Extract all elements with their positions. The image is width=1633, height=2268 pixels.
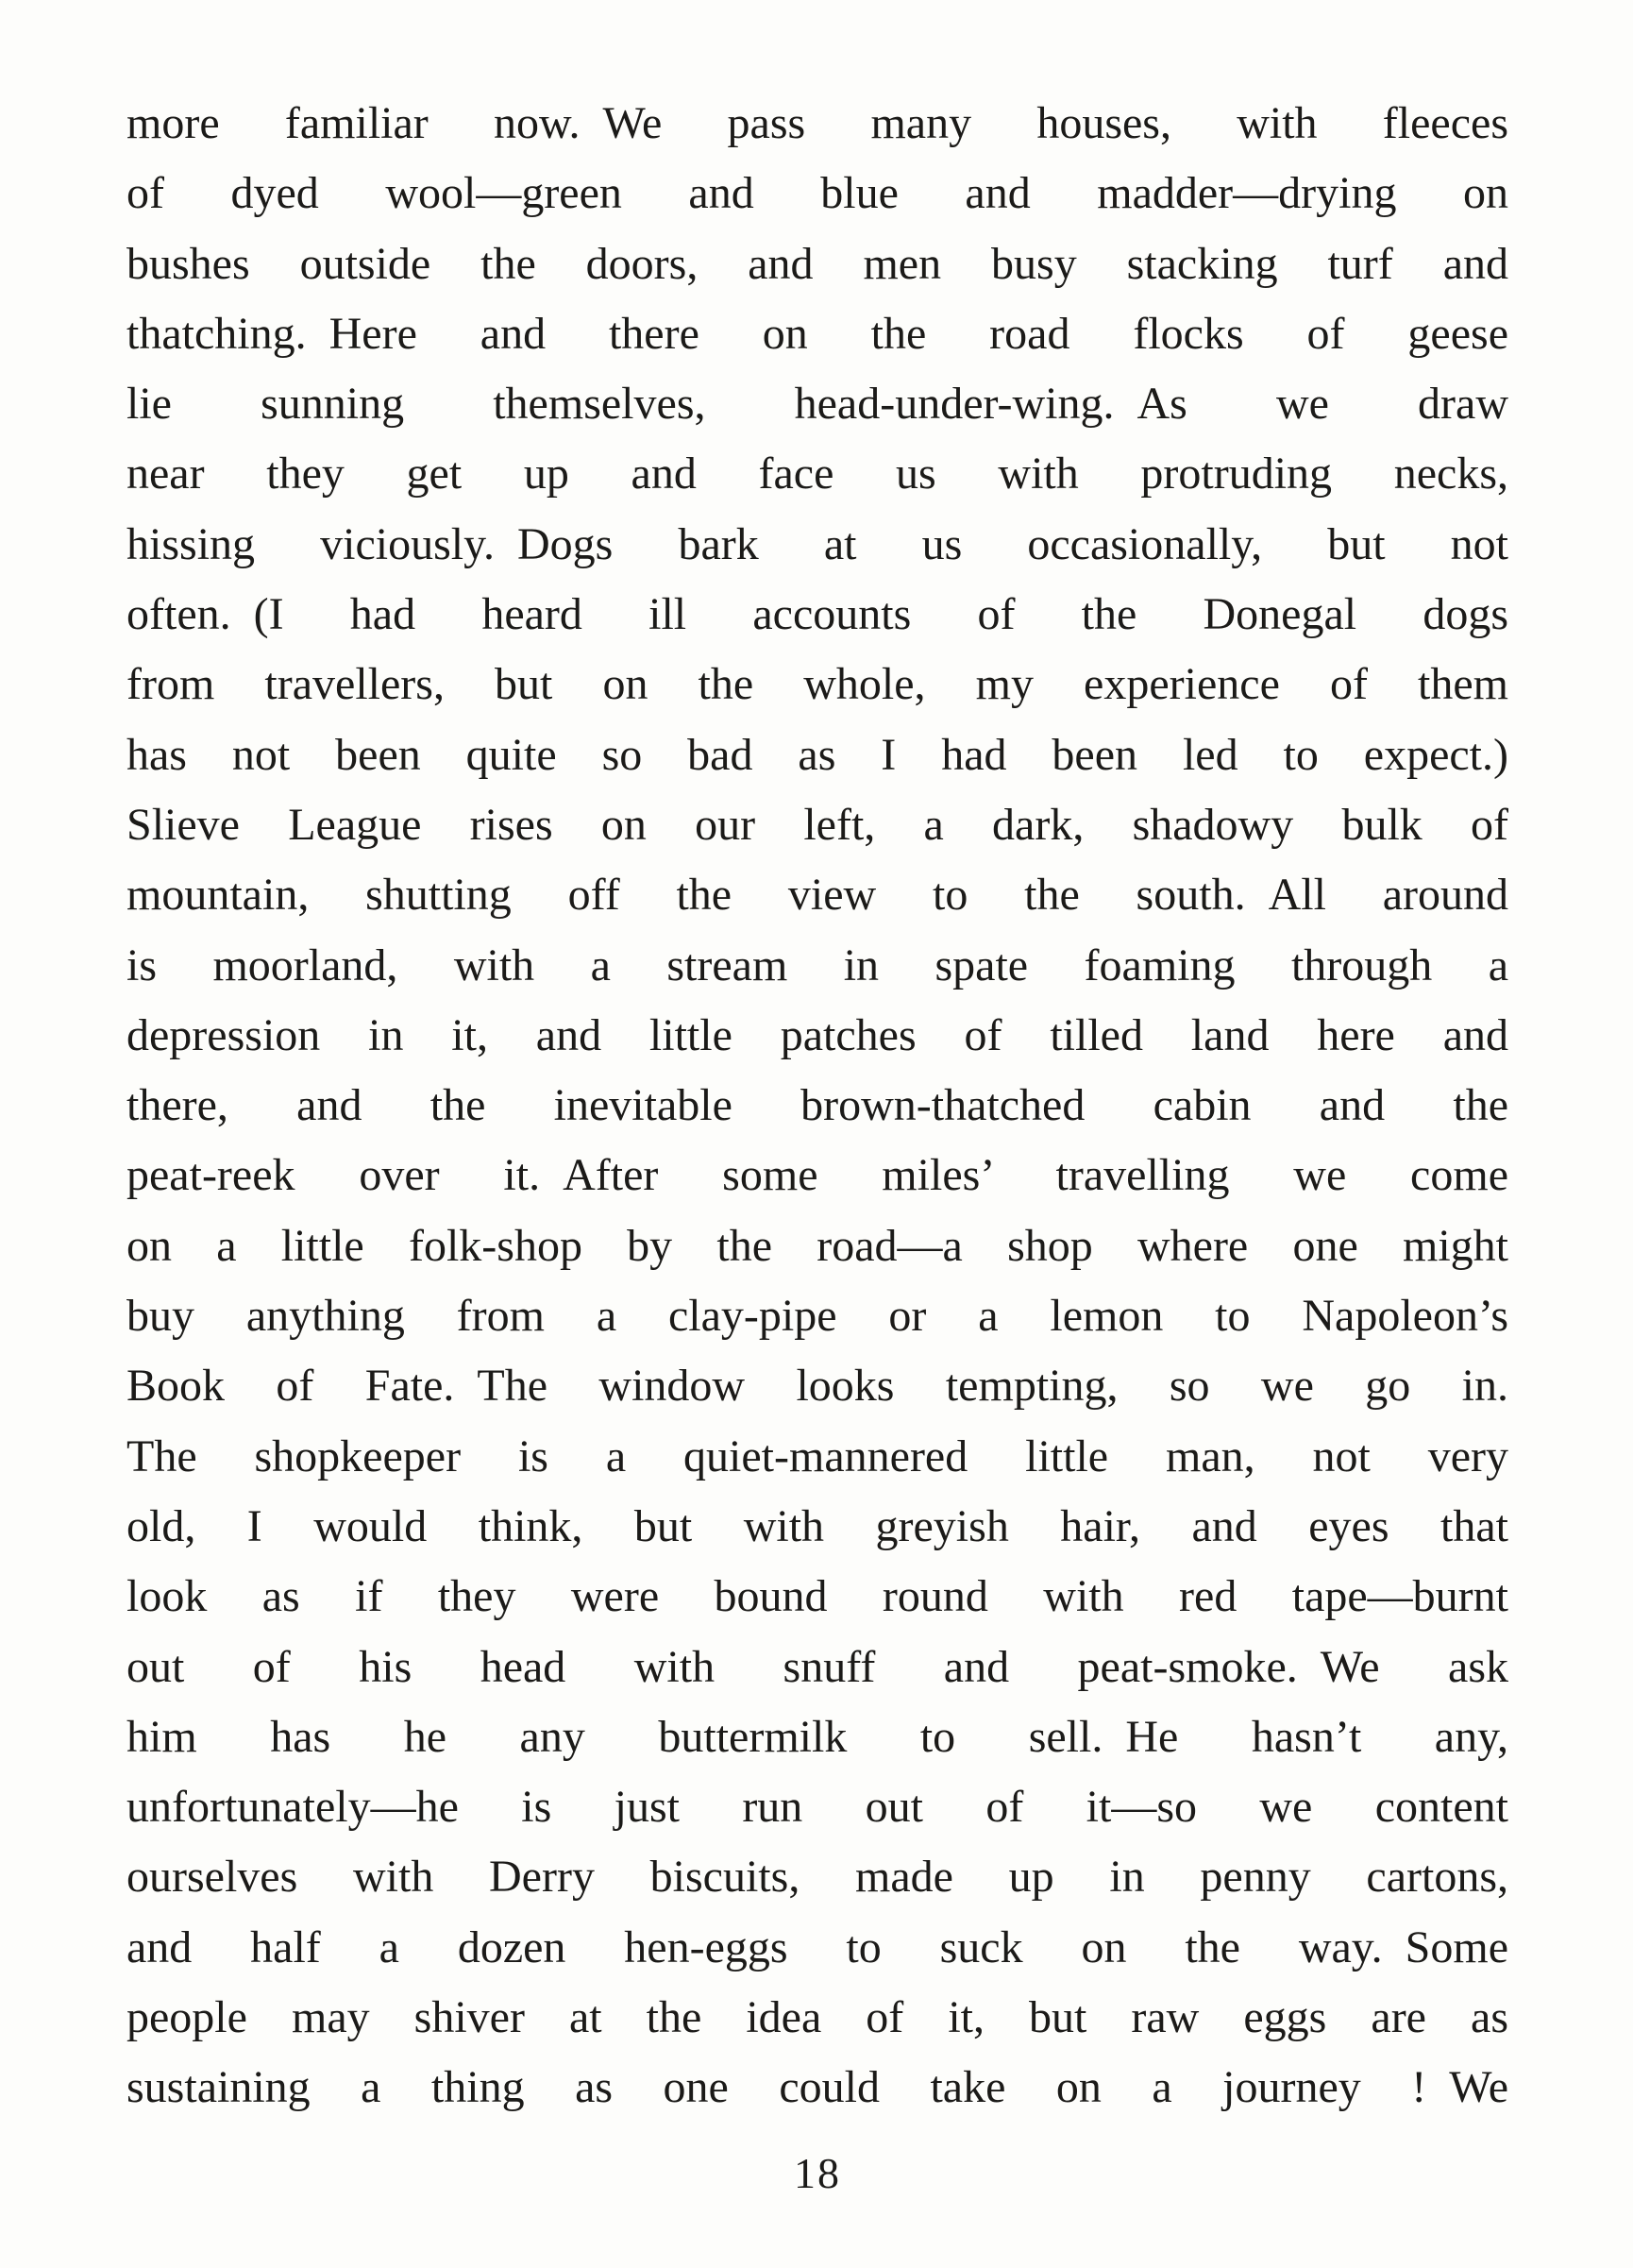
text-line: is moorland, with a stream in spate foaming through a (126, 939, 1508, 990)
text-line: on a little folk-shop by the road—a shop where one might (126, 1220, 1508, 1271)
text-line: ourselves with Derry biscuits, made up in penny cartons, (126, 1852, 1508, 1903)
text-line: there, and the inevitable brown-thatched cabin and the (126, 1080, 1508, 1131)
body-text (126, 89, 1508, 2124)
text-line: peat-reek over it. After some miles’ travelling we come (126, 1150, 1508, 1201)
text-line: out of his head with snuff and peat-smoke. We ask (126, 1641, 1508, 1692)
text-line: depression in it, and little patches of tilled land here and (126, 1009, 1508, 1060)
text-line: Slieve League rises on our left, a dark, shadowy bulk of (126, 799, 1508, 850)
text-line: people may shiver at the idea of it, but raw eggs are as (126, 1992, 1508, 2043)
text-line: Book of Fate. The window looks tempting, so we go in. (126, 1361, 1508, 1412)
text-line: sustaining a thing as one could take on a journey ! We (126, 2062, 1508, 2113)
text-line: lie sunning themselves, head-under-wing. As we draw (126, 379, 1508, 430)
text-line: from travellers, but on the whole, my experience of them (126, 659, 1508, 710)
text-line: The shopkeeper is a quiet-mannered little man, not very (126, 1430, 1508, 1481)
text-line: bushes outside the doors, and men busy stacking turf and (126, 238, 1508, 289)
text-line: has not been quite so bad as I had been led to expect.) (126, 729, 1508, 780)
text-line: of dyed wool—green and blue and madder—drying on (126, 168, 1508, 219)
text-line: and half a dozen hen-eggs to suck on the way. Some (126, 1921, 1508, 1972)
text-line: him has he any buttermilk to sell. He hasn’t any, (126, 1711, 1508, 1762)
text-line: look as if they were bound round with red tape—burnt (126, 1571, 1508, 1622)
text-line: buy anything from a clay-pipe or a lemon to Napoleon’s (126, 1291, 1508, 1342)
text-line: often. (I had heard ill accounts of the Donegal dogs (126, 589, 1508, 640)
text-line: more familiar now. We pass many houses, with fleeces (126, 98, 1508, 148)
text-line: mountain, shutting off the view to the south. All around (126, 870, 1508, 921)
text-line: unfortunately—he is just run out of it—so we content (126, 1782, 1508, 1833)
text-line: hissing viciously. Dogs bark at us occasionally, but not (126, 518, 1508, 569)
page-number: 18 (794, 2148, 841, 2197)
text-line: near they get up and face us with protruding necks, (126, 449, 1508, 499)
text-line: old, I would think, but with greyish hair, and eyes that (126, 1500, 1508, 1551)
text-line: thatching. Here and there on the road flocks of geese (126, 308, 1508, 359)
